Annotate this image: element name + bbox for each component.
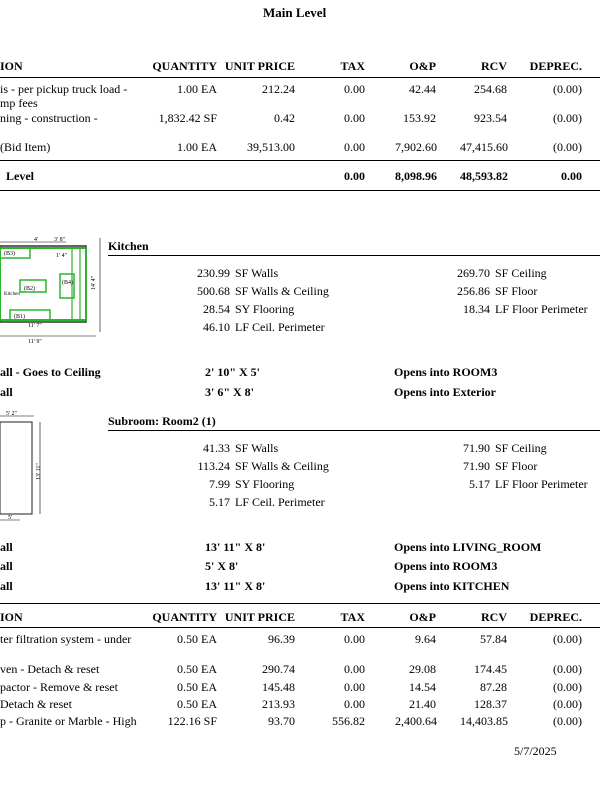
footer-date: 5/7/2025 — [514, 744, 557, 758]
subroom-floor-sketch — [0, 408, 56, 524]
kitchen-room-label: Kitchen — [4, 292, 20, 297]
item-tax: 0.00 — [344, 697, 365, 711]
stat-value: 256.86 — [457, 284, 490, 298]
item-quantity: 0.50 EA — [177, 632, 217, 646]
opening-target: Opens into KITCHEN — [394, 579, 510, 593]
item-quantity: 0.50 EA — [177, 697, 217, 711]
kitchen-dim-bottom-inner: 11' 7" — [28, 323, 42, 329]
item-quantity: 0.50 EA — [177, 680, 217, 694]
page-title: Main Level — [263, 5, 327, 20]
item-rcv: 254.68 — [474, 82, 507, 96]
stat-value: 46.10 — [203, 320, 230, 334]
item-unit-price: 39,513.00 — [247, 140, 295, 154]
header-rule — [0, 77, 600, 78]
col-op: O&P — [409, 59, 436, 73]
kitchen-dim-right: 14' 4" — [91, 275, 97, 290]
stat-value: 7.99 — [209, 477, 230, 491]
item-op: 21.40 — [409, 697, 436, 711]
item-quantity: 1.00 EA — [177, 140, 217, 154]
stat-unit: SF Floor — [495, 459, 538, 473]
stat-unit: SF Walls & Ceiling — [235, 284, 329, 298]
subroom-dim-bottom: 5' — [8, 515, 13, 521]
opening-name: all - Goes to Ceiling — [0, 365, 101, 379]
item-op: 29.08 — [409, 662, 436, 676]
kitchen-title: Kitchen — [108, 239, 149, 253]
item-unit-price: 212.24 — [262, 82, 295, 96]
level-total-label: Level — [6, 169, 34, 183]
item-rcv: 87.28 — [480, 680, 507, 694]
stat-unit: SY Flooring — [235, 477, 295, 491]
stat-value: 71.90 — [463, 441, 490, 455]
col-quantity: QUANTITY — [152, 59, 217, 73]
item-quantity: 122.16 SF — [167, 714, 217, 728]
opening-size: 13' 11" X 8' — [205, 579, 266, 593]
item-description: p - Granite or Marble - High — [0, 714, 137, 728]
stat-unit: SF Floor — [495, 284, 538, 298]
header-rule — [0, 627, 600, 628]
item-deprec: (0.00) — [553, 680, 582, 694]
item-quantity: 1,832.42 SF — [158, 111, 217, 125]
col-description: ION — [0, 610, 23, 624]
item-tax: 0.00 — [344, 680, 365, 694]
stat-value: 28.54 — [203, 302, 230, 316]
opening-name: all — [0, 385, 13, 399]
col-tax: TAX — [340, 59, 365, 73]
item-deprec: (0.00) — [553, 82, 582, 96]
subroom-title: Subroom: Room2 (1) — [108, 414, 216, 428]
col-rcv: RCV — [481, 610, 507, 624]
item-unit-price: 145.48 — [262, 680, 295, 694]
opening-size: 3' 6" X 8' — [205, 385, 254, 399]
opening-target: Opens into ROOM3 — [394, 365, 498, 379]
col-unit-price: UNIT PRICE — [224, 610, 295, 624]
item-quantity: 0.50 EA — [177, 662, 217, 676]
item-unit-price: 93.70 — [268, 714, 295, 728]
subroom-dim-side: 13' 11" — [36, 463, 42, 480]
item-description: ven - Detach & reset — [0, 662, 100, 676]
stat-unit: SF Walls — [235, 266, 279, 280]
item-tax: 0.00 — [344, 632, 365, 646]
subroom-dim-top: 5' 2" — [6, 411, 18, 417]
opening-name: all — [0, 540, 13, 554]
col-op: O&P — [409, 610, 436, 624]
item-op: 7,902.60 — [395, 140, 437, 154]
col-unit-price: UNIT PRICE — [224, 59, 295, 73]
stat-unit: LF Ceil. Perimeter — [235, 495, 325, 509]
stat-value: 500.68 — [197, 284, 230, 298]
item-op: 42.44 — [409, 82, 436, 96]
item-rcv: 174.45 — [474, 662, 507, 676]
item-quantity: 1.00 EA — [177, 82, 217, 96]
col-description: ION — [0, 59, 23, 73]
col-deprec: DEPREC. — [529, 610, 582, 624]
item-tax: 0.00 — [344, 662, 365, 676]
item-rcv: 128.37 — [474, 697, 507, 711]
section-rule — [0, 603, 600, 604]
item-op: 2,400.64 — [395, 714, 437, 728]
stat-value: 113.24 — [197, 459, 230, 473]
item-unit-price: 0.42 — [274, 111, 295, 125]
item-rcv: 57.84 — [480, 632, 507, 646]
item-tax: 556.82 — [332, 714, 365, 728]
item-rcv: 47,415.60 — [460, 140, 508, 154]
item-tax: 0.00 — [344, 140, 365, 154]
item-tax: 0.00 — [344, 82, 365, 96]
kitchen-label-b1: (B1) — [14, 314, 25, 320]
stat-unit: SY Flooring — [235, 302, 295, 316]
kitchen-dim-top: 4' — [34, 237, 39, 243]
stat-value: 230.99 — [197, 266, 230, 280]
kitchen-dim-top-right: 3' 8" — [54, 237, 66, 243]
kitchen-dim-bottom: 11' 9" — [28, 339, 42, 345]
kitchen-label-b3: (B3) — [4, 251, 15, 257]
item-deprec: (0.00) — [553, 697, 582, 711]
stat-value: 18.34 — [463, 302, 490, 316]
item-deprec: (0.00) — [553, 714, 582, 728]
level-total-deprec: 0.00 — [561, 169, 582, 183]
item-deprec: (0.00) — [553, 662, 582, 676]
opening-size: 5' X 8' — [205, 559, 239, 573]
total-rule — [0, 160, 600, 161]
item-description: is - per pickup truck load - — [0, 82, 128, 96]
kitchen-label-b4: (B4) — [62, 280, 73, 286]
item-unit-price: 96.39 — [268, 632, 295, 646]
item-tax: 0.00 — [344, 111, 365, 125]
item-description-cont: mp fees — [0, 96, 38, 110]
item-op: 14.54 — [409, 680, 436, 694]
item-description: ter filtration system - under — [0, 632, 132, 646]
stat-unit: LF Ceil. Perimeter — [235, 320, 325, 334]
item-deprec: (0.00) — [553, 111, 582, 125]
item-description: Detach & reset — [0, 697, 72, 711]
level-total-rcv: 48,593.82 — [460, 169, 508, 183]
subroom-rule — [108, 430, 600, 431]
stat-unit: SF Walls & Ceiling — [235, 459, 329, 473]
item-description: (Bid Item) — [0, 140, 51, 154]
stat-unit: SF Ceiling — [495, 441, 547, 455]
opening-size: 13' 11" X 8' — [205, 540, 266, 554]
kitchen-floor-sketch — [0, 232, 110, 346]
item-unit-price: 213.93 — [262, 697, 295, 711]
col-deprec: DEPREC. — [529, 59, 582, 73]
opening-target: Opens into ROOM3 — [394, 559, 498, 573]
level-total-tax: 0.00 — [344, 169, 365, 183]
stat-unit: SF Walls — [235, 441, 279, 455]
stat-value: 5.17 — [469, 477, 490, 491]
stat-value: 41.33 — [203, 441, 230, 455]
opening-target: Opens into LIVING_ROOM — [394, 540, 542, 554]
item-description: ning - construction - — [0, 111, 98, 125]
item-deprec: (0.00) — [553, 140, 582, 154]
stat-value: 5.17 — [209, 495, 230, 509]
item-description: pactor - Remove & reset — [0, 680, 118, 694]
opening-size: 2' 10" X 5' — [205, 365, 260, 379]
col-rcv: RCV — [481, 59, 507, 73]
item-rcv: 923.54 — [474, 111, 507, 125]
stat-value: 269.70 — [457, 266, 490, 280]
item-unit-price: 290.74 — [262, 662, 295, 676]
item-rcv: 14,403.85 — [460, 714, 508, 728]
col-quantity: QUANTITY — [152, 610, 217, 624]
opening-name: all — [0, 559, 13, 573]
stat-unit: LF Floor Perimeter — [495, 302, 588, 316]
item-deprec: (0.00) — [553, 632, 582, 646]
opening-name: all — [0, 579, 13, 593]
stat-unit: LF Floor Perimeter — [495, 477, 588, 491]
stat-value: 71.90 — [463, 459, 490, 473]
item-op: 9.64 — [415, 632, 436, 646]
col-tax: TAX — [340, 610, 365, 624]
item-op: 153.92 — [403, 111, 436, 125]
level-total-op: 8,098.96 — [395, 169, 437, 183]
section-rule — [0, 190, 600, 191]
kitchen-rule — [108, 255, 600, 256]
stat-unit: SF Ceiling — [495, 266, 547, 280]
kitchen-label-b2: (B2) — [24, 286, 35, 292]
opening-target: Opens into Exterior — [394, 385, 496, 399]
kitchen-dim-inner: 1' 4" — [56, 253, 68, 259]
